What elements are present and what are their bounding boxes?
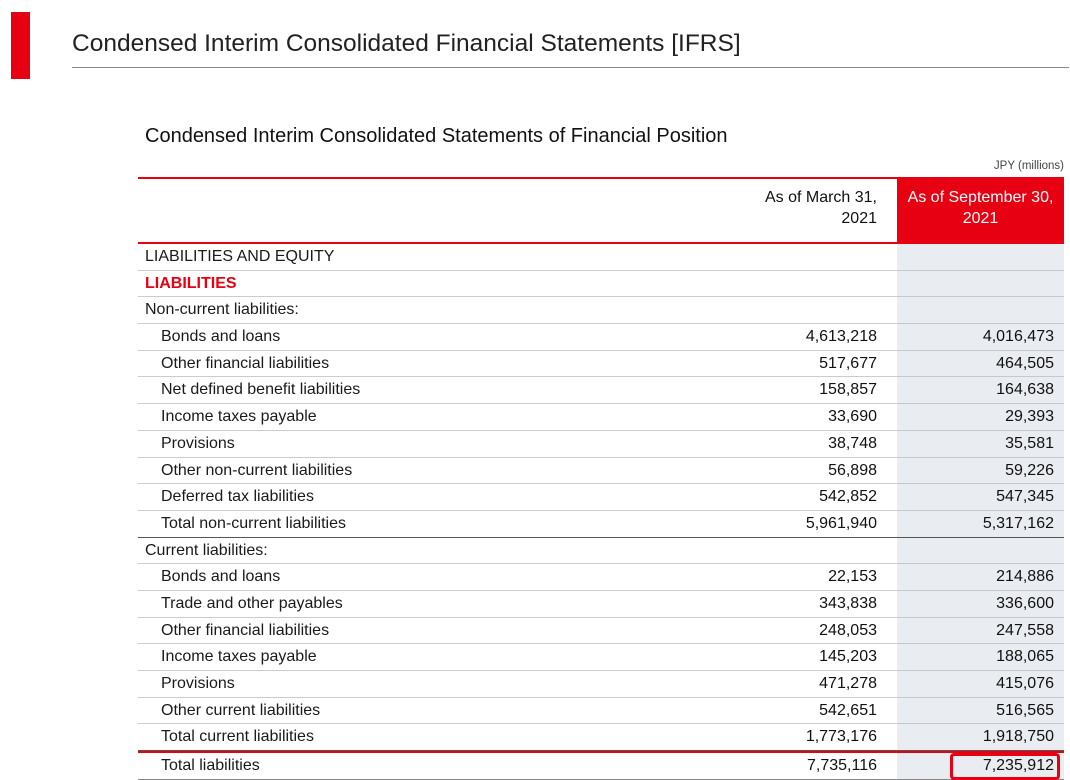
table-header-row	[138, 179, 1064, 244]
row-label: LIABILITIES	[138, 271, 709, 298]
value-september-2021-text: 7,235,912	[982, 757, 1054, 775]
row-label: Provisions	[138, 671, 709, 698]
header-label-cell	[138, 179, 709, 242]
value-march-2021	[709, 244, 897, 271]
row-label: Bonds and loans	[138, 564, 709, 591]
value-march-2021: 38,748	[709, 431, 897, 458]
value-march-2021: 22,153	[709, 564, 897, 591]
row-label: Total non-current liabilities	[138, 511, 709, 538]
value-september-2021-text: 4,016,473	[982, 328, 1054, 346]
table-row	[138, 244, 1064, 271]
value-september-2021-text: 164,638	[996, 381, 1054, 399]
value-september-2021-text: 547,345	[996, 488, 1054, 506]
table-row	[138, 724, 1064, 751]
value-march-2021: 5,961,940	[709, 511, 897, 538]
value-march-2021: 248,053	[709, 618, 897, 645]
value-march-2021: 7,735,116	[709, 753, 897, 780]
value-september-2021-text: 336,600	[996, 594, 1054, 612]
value-september-2021	[897, 591, 1064, 618]
value-september-2021	[897, 511, 1064, 538]
value-march-2021: 343,838	[709, 591, 897, 618]
value-september-2021	[897, 753, 1064, 780]
column-header-line: 2021	[962, 210, 999, 227]
value-march-2021: 517,677	[709, 351, 897, 378]
value-september-2021-text: 247,558	[996, 621, 1054, 639]
table-row	[138, 751, 1064, 780]
value-september-2021-text: 464,505	[996, 354, 1054, 372]
value-september-2021	[897, 351, 1064, 378]
table-row	[138, 458, 1064, 485]
value-march-2021: 145,203	[709, 644, 897, 671]
table-row	[138, 431, 1064, 458]
value-september-2021	[897, 484, 1064, 511]
table-row	[138, 271, 1064, 298]
highlight-box	[950, 753, 1060, 780]
value-september-2021-text: 35,581	[1005, 434, 1054, 452]
table-row	[138, 591, 1064, 618]
value-september-2021-text: 5,317,162	[982, 514, 1054, 532]
row-label: Other financial liabilities	[138, 351, 709, 378]
value-march-2021: 471,278	[709, 671, 897, 698]
row-label: Other current liabilities	[138, 698, 709, 725]
accent-bar	[11, 12, 30, 79]
row-label: Income taxes payable	[138, 644, 709, 671]
row-label: Total liabilities	[138, 753, 709, 780]
column-header-march-2021	[709, 179, 897, 242]
row-label: LIABILITIES AND EQUITY	[138, 244, 709, 271]
table-row	[138, 644, 1064, 671]
value-march-2021: 542,651	[709, 698, 897, 725]
value-september-2021	[897, 431, 1064, 458]
value-september-2021-text: 188,065	[996, 648, 1054, 666]
value-september-2021	[897, 724, 1064, 751]
table-row	[138, 404, 1064, 431]
value-september-2021-text: 29,393	[1005, 408, 1054, 426]
column-header-line: 2021	[841, 210, 877, 227]
value-september-2021	[897, 698, 1064, 725]
value-march-2021	[709, 271, 897, 298]
table-row	[138, 484, 1064, 511]
table-row	[138, 377, 1064, 404]
value-september-2021-text: 1,918,750	[982, 728, 1054, 746]
value-september-2021	[897, 324, 1064, 351]
value-september-2021	[897, 564, 1064, 591]
table-row	[138, 671, 1064, 698]
title-divider	[72, 67, 1069, 68]
table-row	[138, 297, 1064, 324]
value-march-2021: 1,773,176	[709, 724, 897, 751]
row-label: Other non-current liabilities	[138, 458, 709, 485]
row-label: Trade and other payables	[138, 591, 709, 618]
table-row	[138, 698, 1064, 725]
value-september-2021	[897, 244, 1064, 271]
value-march-2021: 158,857	[709, 377, 897, 404]
table-row	[138, 618, 1064, 645]
financial-position-table	[138, 177, 1064, 780]
row-label: Current liabilities:	[138, 538, 709, 565]
row-label: Non-current liabilities:	[138, 297, 709, 324]
row-label: Total current liabilities	[138, 724, 709, 751]
unit-label: JPY (millions)	[993, 160, 1064, 172]
value-march-2021: 33,690	[709, 404, 897, 431]
table-row	[138, 538, 1064, 565]
value-september-2021	[897, 458, 1064, 485]
value-september-2021-text: 516,565	[996, 701, 1054, 719]
table-row	[138, 324, 1064, 351]
row-label: Deferred tax liabilities	[138, 484, 709, 511]
table-row	[138, 351, 1064, 378]
value-september-2021	[897, 538, 1064, 565]
column-header-line: As of March 31,	[764, 189, 877, 206]
value-september-2021	[897, 377, 1064, 404]
value-march-2021: 4,613,218	[709, 324, 897, 351]
value-september-2021	[897, 404, 1064, 431]
row-label: Bonds and loans	[138, 324, 709, 351]
value-march-2021: 56,898	[709, 458, 897, 485]
value-september-2021-text: 59,226	[1005, 461, 1054, 479]
table-row	[138, 511, 1064, 538]
row-label: Income taxes payable	[138, 404, 709, 431]
column-header-september-2021	[897, 179, 1064, 242]
statement-title: Condensed Interim Consolidated Statements of Financial Position	[145, 125, 728, 147]
value-september-2021-text: 214,886	[996, 568, 1054, 586]
value-september-2021	[897, 271, 1064, 298]
value-september-2021	[897, 618, 1064, 645]
row-label: Net defined benefit liabilities	[138, 377, 709, 404]
value-march-2021: 542,852	[709, 484, 897, 511]
column-header-line: As of September 30,	[907, 189, 1054, 206]
value-september-2021	[897, 644, 1064, 671]
value-march-2021	[709, 297, 897, 324]
value-september-2021-text: 415,076	[996, 675, 1054, 692]
page-title: Condensed Interim Consolidated Financial Statements [IFRS]	[72, 30, 741, 57]
value-september-2021	[897, 297, 1064, 324]
row-label: Other financial liabilities	[138, 618, 709, 645]
table-row	[138, 564, 1064, 591]
row-label: Provisions	[138, 431, 709, 458]
table-body	[138, 244, 1064, 780]
value-march-2021	[709, 538, 897, 565]
value-september-2021	[897, 671, 1064, 698]
